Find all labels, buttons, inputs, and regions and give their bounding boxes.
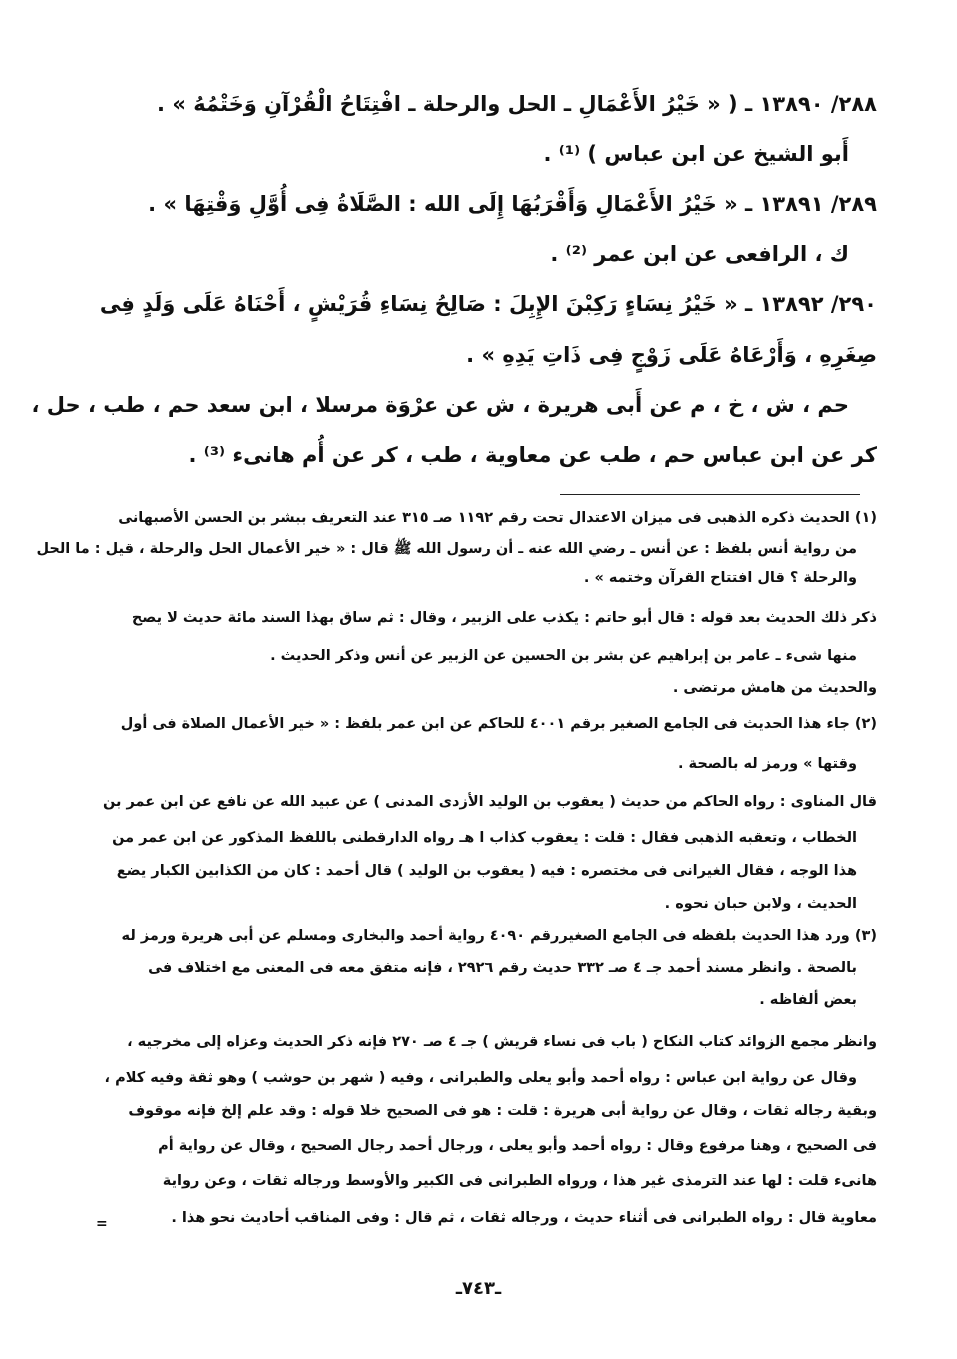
footnote-line: الحديث ، ولابن حبان نحوه . (664, 896, 857, 912)
page-number: ـ٧٤٣ـ (455, 1278, 502, 1299)
main-text-line: صِغَرِهِ ، وَأَرْعَاهُ عَلَى زَوْجٍ فِى ذَاتِ يَدِهِ » . (466, 343, 877, 367)
main-text-line: حم ، ش ، خ ، م عن أَبى هريرة ، ش عن عرْوَة مرسلا ، ابن سعد حم ، طب ، حل ، (31, 393, 849, 417)
footnote-line: والرحلة ؟ قال افتتاح القرآن وختمه » . (583, 570, 857, 586)
footnote-line: ذكر ذلك الحديث بعد قوله : قال أبو حاتم : يكذب على الزبير ، وقال : ثم ساق بهذا السند مائة حديث لا يصح (131, 610, 877, 626)
main-text-line: ك ، الرافعى عن ابن عمر ⁽²⁾ . (550, 242, 849, 266)
footnote-line: وانظر مجمع الزوائد كتاب النكاح ( باب فى نساء قريش ) جـ ٤ صـ ٢٧٠ فإنه ذكر الحديث وعزاه إلى مخرجيه ، (127, 1034, 877, 1050)
main-text-line: كر عن ابن عباس حم ، طب عن معاوية ، طب ، كر عن أُم هانىء ⁽³⁾ . (188, 443, 877, 467)
footnote-line: (٣) ورد هذا الحديث بلفظه فى الجامع الصغيررقم ٤٠٩٠ رواية أحمد والبخارى ومسلم عن أبى هريرة ورمز له (121, 928, 877, 944)
footnote-line: وقال عن رواية ابن عباس : رواه أحمد وأبو يعلى والطبرانى ، وفيه ( شهر بن حوشب ) وهو ثقة وفيه كلام ، (104, 1070, 857, 1086)
footnote-line: بعض ألفاظه . (759, 992, 857, 1008)
main-text-line: ٢٩٠/ ١٣٨٩٢ ـ « خَيْرُ نِسَاءٍ رَكِبْنَ الإِبِلَ : صَالِحُ نِسَاءِ قُرَيْشٍ ، أَحْنَاهُ عَلَى وَلَدٍ فِى (99, 292, 877, 316)
footnote-line: قال المناوى : رواه الحاكم من حديث ( يعقوب بن الوليد الأزدى المدنى ) عن عبيد الله عن نافع عن ابن عمر بن (102, 794, 877, 810)
footnote-line: من رواية أنس بلفظ : عن أنس ـ رضي الله عنه ـ أن رسول الله ﷺ قال : « خير الأعمال الحل والرحلة ، قيل : ما الحل (36, 541, 857, 557)
continuation-mark: = (96, 1216, 108, 1232)
footnote-separator (560, 494, 860, 495)
footnote-line: فى الصحيح ، وهنا مرفوع وقال : رواه أحمد وأبو يعلى ، ورجال أحمد رجال الصحيح ، وقال عن رواية أم (158, 1138, 877, 1154)
footnote-line: وبقية رجاله ثقات ، وقال عن رواية أبى هريرة : قلت : هو فى الصحيح خلا قوله : وقد علم إلخ فإنه موقوف (128, 1103, 877, 1119)
footnote-line: بالصحة . وانظر مسند أحمد جـ ٤ صـ ٣٣٢ حديث رقم ٢٩٢٦ ، فإنه متفق معه فى المعنى مع اختلاف فى (148, 960, 857, 976)
footnote-line: (١) الحديث ذكره الذهبى فى ميزان الاعتدال تحت رقم ١١٩٢ صـ ٣١٥ عند التعريف ببشر بن الحسن الأصبهانى (118, 510, 877, 526)
footnote-line: وقتها » ورمز له بالصحة . (677, 756, 857, 772)
main-text-line: أَبو الشيخ عن ابن عباس ) ⁽¹⁾ . (543, 142, 849, 166)
main-text-line: ٢٨٨/ ١٣٨٩٠ ـ ( « خَيْرُ الأَعْمَالِ ـ الحل والرحلة ـ افْتِتَاحُ الْقُرْآنِ وَخَتْمُهُ » . (157, 92, 877, 116)
footnote-line: هانىء قلت : لها عند الترمذى غير هذا ، ورواه الطبرانى فى الكبير والأوسط ورجاله ثقات ، وعن رواية (162, 1173, 877, 1189)
footnote-line: والحديث من هامش مرتضى . (672, 680, 877, 696)
main-text-line: ٢٨٩/ ١٣٨٩١ ـ « خَيْرُ الأَعْمَالِ وَأَقْرَبُهَا إِلَى الله : الصَّلَاةُ فِى أُوَّلِ وَقْتِهَا » . (148, 192, 877, 216)
footnote-line: منها شىء ـ عامر بن إبراهيم عن بشر بن الحسين عن الزبير عن أنس وذكر الحديث . (270, 648, 857, 664)
footnote-line: (٢) جاء هذا الحديث فى الجامع الصغير برقم ٤٠٠١ للحاكم عن ابن عمر بلفظ : « خير الأعمال الصلاة فى أول (120, 716, 877, 732)
footnote-line: هذا الوجه ، فقال الغيرانى فى مختصره : فيه ( يعقوب بن الوليد ) قال أحمد : كان من الكذابين الكبار يضع (116, 863, 857, 879)
footnote-line: معاوية قال : رواه الطبرانى فى أثناء حديث ، ورجاله ثقات ، ثم قال : وفى المناقب أحاديث نحو هذا . (171, 1210, 877, 1226)
footnote-line: الخطاب ، وتعقبه الذهبى فقال : قلت : يعقوب كذاب ا هـ رواه الدارقطنى باللفظ المذكور عن ابن عمر من (112, 830, 857, 846)
